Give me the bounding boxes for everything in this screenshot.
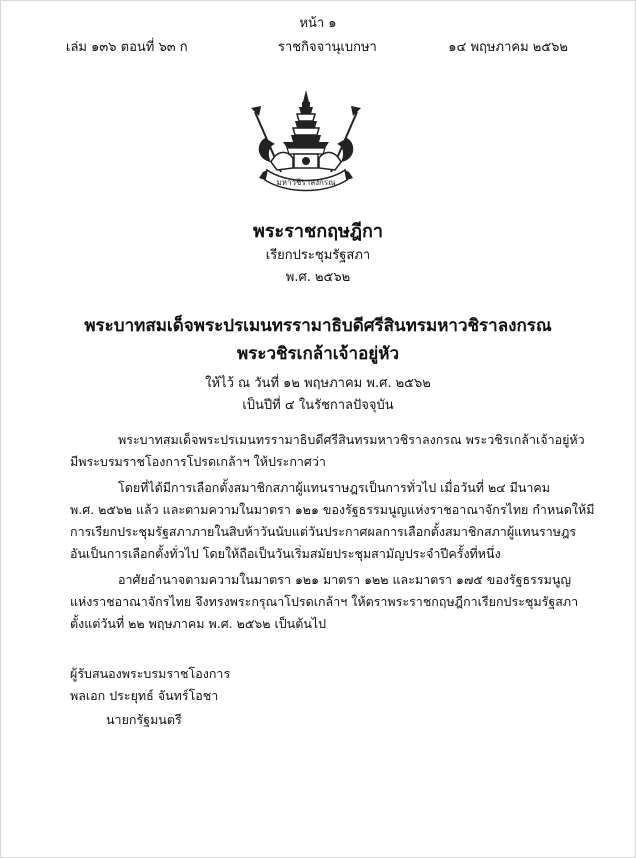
king-name-line1: พระบาทสมเด็จพระปรเมนทรรามาธิบดีศรีสินทรมหาวชิราลงกรณ xyxy=(84,316,552,336)
paragraph-2-line-1: โดยที่ได้มีการเลือกตั้งสมาชิกสภาผู้แทนราษฎรเป็นการทั่วไป เมื่อวันที่ ๒๔ มีนาคม xyxy=(118,480,551,495)
signatory-position: นายกรัฐมนตรี xyxy=(106,712,182,727)
paragraph-1-line-1: พระบาทสมเด็จพระปรเมนทรรามาธิบดีศรีสินทรมหาวชิราลงกรณ พระวชิรเกล้าเจ้าอยู่หัว xyxy=(118,432,585,447)
paragraph-3-line-3: ตั้งแต่วันที่ ๒๒ พฤษภาคม พ.ศ. ๒๕๖๒ เป็นต้นไป xyxy=(70,616,327,631)
gazette-name: ราชกิจจานุเบกษา xyxy=(278,40,377,55)
decree-subtitle: เรียกประชุมรัฐสภา xyxy=(265,248,371,263)
decree-year: พ.ศ. ๒๕๖๒ xyxy=(285,270,351,285)
reign-year: เป็นปีที่ ๔ ในรัชกาลปัจจุบัน xyxy=(242,398,394,413)
given-date: ให้ไว้ ณ วันที่ ๑๒ พฤษภาคม พ.ศ. ๒๕๖๒ xyxy=(205,376,431,391)
page-number: หน้า ๑ xyxy=(299,16,337,31)
decree-title: พระราชกฤษฎีกา xyxy=(253,221,383,242)
countersign-label: ผู้รับสนองพระบรมราชโองการ xyxy=(70,666,231,681)
paragraph-2-line-2: พ.ศ. ๒๕๖๒ แล้ว และตามความในมาตรา ๑๒๑ ของรัฐธรรมนูญแห่งราชอาณาจักรไทย กำหนดให้มี xyxy=(70,502,595,517)
svg-text:มหาวชิราลงกรณ: มหาวชิราลงกรณ xyxy=(276,178,336,187)
publication-date: ๑๔ พฤษภาคม ๒๕๖๒ xyxy=(448,40,568,55)
paragraph-3-line-1: อาศัยอำนาจตามความในมาตรา ๑๒๑ มาตรา ๑๒๒ และมาตรา ๑๗๕ ของรัฐธรรมนูญ xyxy=(118,572,572,587)
signatory-name: พลเอก ประยุทธ์ จันทร์โอชา xyxy=(70,688,219,703)
royal-emblem-icon xyxy=(247,88,365,198)
paragraph-2-line-4: อันเป็นการเลือกตั้งทั่วไป โดยให้ถือเป็นวันเริ่มสมัยประชุมสามัญประจำปีครั้งที่หนึ่ง xyxy=(70,546,501,561)
paragraph-2-line-3: การเรียกประชุมรัฐสภาภายในสิบห้าวันนับแต่วันประกาศผลการเลือกตั้งสมาชิกสภาผู้แทนราษฎร xyxy=(70,524,577,539)
king-name-line2: พระวชิรเกล้าเจ้าอยู่หัว xyxy=(237,344,399,364)
paragraph-3-line-2: แห่งราชอาณาจักรไทย จึงทรงพระกรุณาโปรดเกล้าฯ ให้ตราพระราชกฤษฎีกาเรียกประชุมรัฐสภา xyxy=(70,594,579,609)
paragraph-1-line-2: มีพระบรมราชโองการโปรดเกล้าฯ ให้ประกาศว่า xyxy=(70,454,326,469)
volume-issue: เล่ม ๑๓๖ ตอนที่ ๖๓ ก xyxy=(66,40,188,55)
